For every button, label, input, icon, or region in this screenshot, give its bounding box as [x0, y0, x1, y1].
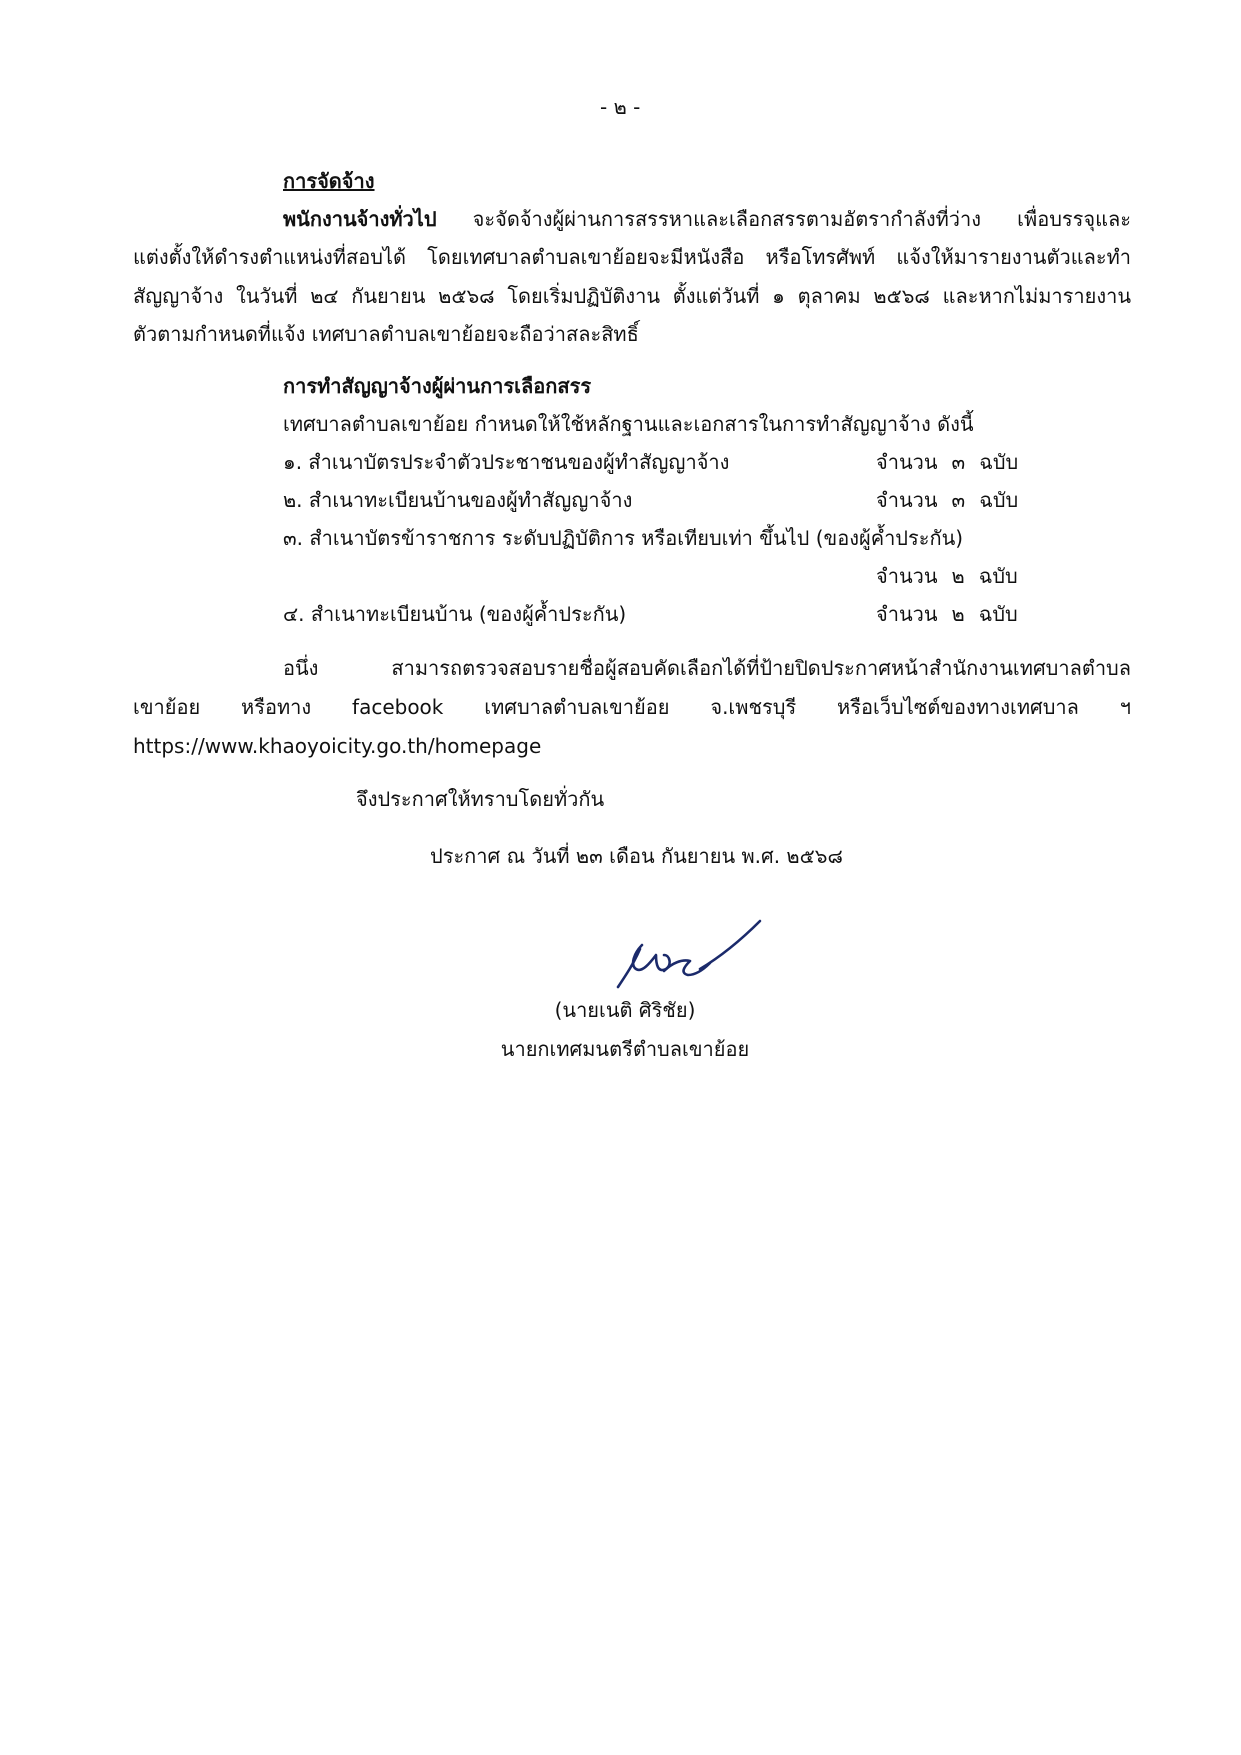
signatory-name: (นายเนติ ศิริชัย) [554, 998, 696, 1022]
document-quantity: จำนวน ๓ ฉบับ [876, 450, 1019, 474]
document-quantity: จำนวน ๓ ฉบับ [876, 488, 1019, 512]
notice-line-1: อนึ่ง สามารถตรวจสอบรายชื่อผู้สอบคัดเลือกได้ที่ป้ายปิดประกาศหน้าสำนักงานเทศบาลตำบล [283, 656, 1131, 680]
signatory-position: นายกเทศมนตรีตำบลเขาย้อย [500, 1037, 750, 1061]
hiring-paragraph-line-1 [283, 206, 1131, 232]
document-list-item: ๒. สำเนาทะเบียนบ้านของผู้ทำสัญญาจ้าง [283, 488, 633, 512]
signature-image [600, 905, 770, 995]
document-quantity: จำนวน ๒ ฉบับ [876, 564, 1018, 588]
contract-intro: เทศบาลตำบลเขาย้อย กำหนดให้ใช้หลักฐานและเอกสารในการทำสัญญาจ้าง ดังนี้ [283, 412, 974, 436]
document-list-item: ๓. สำเนาบัตรข้าราชการ ระดับปฏิบัติการ หรือเทียบเท่า ขึ้นไป (ของผู้ค้ำประกัน) [283, 526, 964, 550]
hiring-lead-bold: พนักงานจ้างทั่วไป [283, 207, 437, 231]
section-heading-hiring: การจัดจ้าง [283, 169, 375, 193]
document-list-item: ๑. สำเนาบัตรประจำตัวประชาชนของผู้ทำสัญญาจ้าง [283, 450, 730, 474]
section-heading-contract: การทำสัญญาจ้างผู้ผ่านการเลือกสรร [283, 374, 592, 398]
hiring-paragraph-line-4: ตัวตามกำหนดที่แจ้ง เทศบาลตำบลเขาย้อยจะถือว่าสละสิทธิ์ [133, 322, 639, 346]
page-number: - ๒ - [600, 95, 641, 119]
document-list-item: ๔. สำเนาทะเบียนบ้าน (ของผู้ค้ำประกัน) [283, 602, 627, 626]
hiring-paragraph-line-3: สัญญาจ้าง ในวันที่ ๒๔ กันยายน ๒๕๖๘ โดยเริ่มปฏิบัติงาน ตั้งแต่วันที่ ๑ ตุลาคม ๒๕๖๘ และหากไม่มารายงาน [133, 284, 1131, 308]
document-quantity: จำนวน ๒ ฉบับ [876, 602, 1018, 626]
announcement-closing: จึงประกาศให้ทราบโดยทั่วกัน [356, 787, 605, 811]
announcement-date: ประกาศ ณ วันที่ ๒๓ เดือน กันยายน พ.ศ. ๒๕๖๘ [430, 844, 843, 868]
notice-line-2: เขาย้อย หรือทาง facebook เทศบาลตำบลเขาย้อย จ.เพชรบุรี หรือเว็บไซต์ของทางเทศบาล ฯ [133, 695, 1131, 719]
hiring-paragraph-line-2: แต่งตั้งให้ดำรงตำแหน่งที่สอบได้ โดยเทศบาลตำบลเขาย้อยจะมีหนังสือ หรือโทรศัพท์ แจ้งให้มารายงานตัวและทำ [133, 245, 1131, 269]
website-url: https://www.khaoyoicity.go.th/homepage [133, 734, 542, 758]
hiring-line-1-text: จะจัดจ้างผู้ผ่านการสรรหาและเลือกสรรตามอัตรากำลังที่ว่าง เพื่อบรรจุและ [472, 207, 1131, 231]
